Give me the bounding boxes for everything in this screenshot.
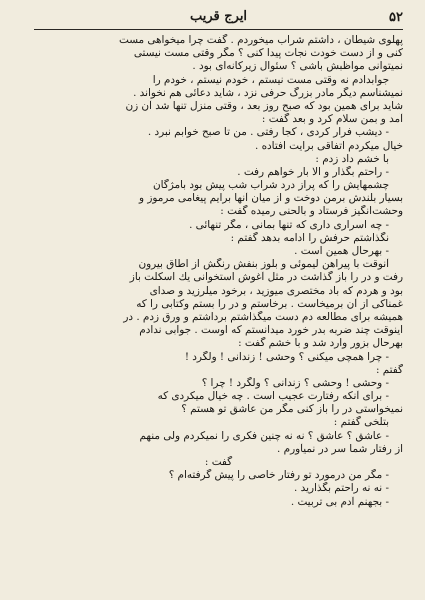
header-rule xyxy=(34,29,403,30)
text-line: نگذاشتم حرفش را ادامه بدهد گفتم : xyxy=(230,231,389,244)
text-line: - دیشب فرار کردی ، کجا رفتی . من تا صبح خوابم نبرد . xyxy=(147,126,389,139)
text-line: خیال میکردم اتفاقی برایت افتاده . xyxy=(255,139,403,152)
text-line: همیشه برای مطالعه دم دست میگذاشتم برداشتم و ورق زدم . در xyxy=(123,310,403,323)
text-line: - چرا همچی میکنی ؟ وحشی ! زندانی ! ولگرد ! xyxy=(184,350,389,363)
text-line: - بهرحال همین است . xyxy=(294,245,389,257)
text-line: گفت : xyxy=(204,456,233,468)
text-line: - وحشی ! وحشی ؟ زندانی ؟ ولگرد ! چرا ؟ xyxy=(201,376,389,389)
text-line: پهلوی شیطان ، داشتم شراب میخوردم . گفت چرا میخواهی مست xyxy=(119,34,403,46)
text-line: بود و هردم که باد مختصری میوزید ، برخود میلرزید و صدای xyxy=(149,284,403,297)
page-number: ۵۲ xyxy=(389,10,403,25)
text-line: کنی و از دست خودت نجات پیدا کنی ؟ مگر وقتی مست نیستی xyxy=(133,47,403,60)
text-line: با خشم داد زدم : xyxy=(315,152,389,165)
text-line: - برای آنکه رفتارت عجیب است . چه خیال میکردی که xyxy=(157,390,389,403)
text-line: اینوقت چند ضربه بدر خورد میدانستم که اوست . جوابی ندادم xyxy=(139,324,403,337)
running-title: ایرج قریب xyxy=(189,9,248,24)
text-line: نمیتوانی مواظبش باشی ؟ سئوال زیرکانه‌ای بود . xyxy=(192,60,403,73)
text-line: گفتم : xyxy=(375,363,403,376)
text-line: شاید برای همین بود که صبح روز بعد ، وقتی منزل تنها شد آن زن xyxy=(125,99,403,112)
text-line: بتلخی گفتم : xyxy=(333,416,389,429)
text-line: آمد و بمن سلام کرد و بعد گفت : xyxy=(261,113,403,126)
text-line: نمیشناسم دیگر مادر بزرگ حرفی نزد ، شاید دعائی هم نخواند . xyxy=(133,86,403,99)
text-line: - نه نه راحتم بگذارید . xyxy=(294,482,389,495)
text-line: - عاشق ؟ عاشق ؟ نه نه چنین فکری را نمیکردم ولی منهم xyxy=(139,429,389,442)
text-line: چشمهایش را که پراز درد شراب شب پیش بود بامژگان xyxy=(152,179,389,192)
text-line: - بجهنم آدم بی تربیت . xyxy=(290,495,389,508)
page-header xyxy=(34,4,403,34)
text-line: رفت و در را باز گذاشت در مثل آغوش استخوانی یك اسکلت باز xyxy=(129,271,403,284)
text-line: نمیخواستی در را باز کنی مگر من عاشق تو هستم ؟ xyxy=(181,403,403,416)
text-line: وحشت‌انگیز فرستاد و بالحنی رمیده گفت : xyxy=(220,205,403,218)
text-line: از رفتار شما سر در نمیآورم . xyxy=(277,442,403,455)
text-line: - مگر من درمورد تو رفتار خاصی را پیش گرفته‌ام ؟ xyxy=(168,469,389,482)
text-line: بهرحال بزور وارد شد و با خشم گفت : xyxy=(238,337,403,350)
text-line: - چه اسراری داری که تنها بمانی ، مگر تنهائی . xyxy=(189,218,389,231)
text-line: بسیار بلندش برمن دوخت و از میان آنها برایم پیغامی مرموز و xyxy=(139,192,403,205)
text-line: آنوقت با پیراهن لیموئی و بلوز بنفش رنگش از اطاق بیرون xyxy=(138,258,389,271)
text-line: - راحتم بگذار و الا بار خواهم رفت . xyxy=(237,165,389,178)
text-line: غمناکی از آن برمیخاست . برخاستم و در را بستم وکتابی را که xyxy=(136,297,403,310)
text-line: جوابدادم نه وقتی مست نیستم ، خودم نیستم ، خودم را xyxy=(152,73,389,86)
body-text xyxy=(34,34,403,509)
